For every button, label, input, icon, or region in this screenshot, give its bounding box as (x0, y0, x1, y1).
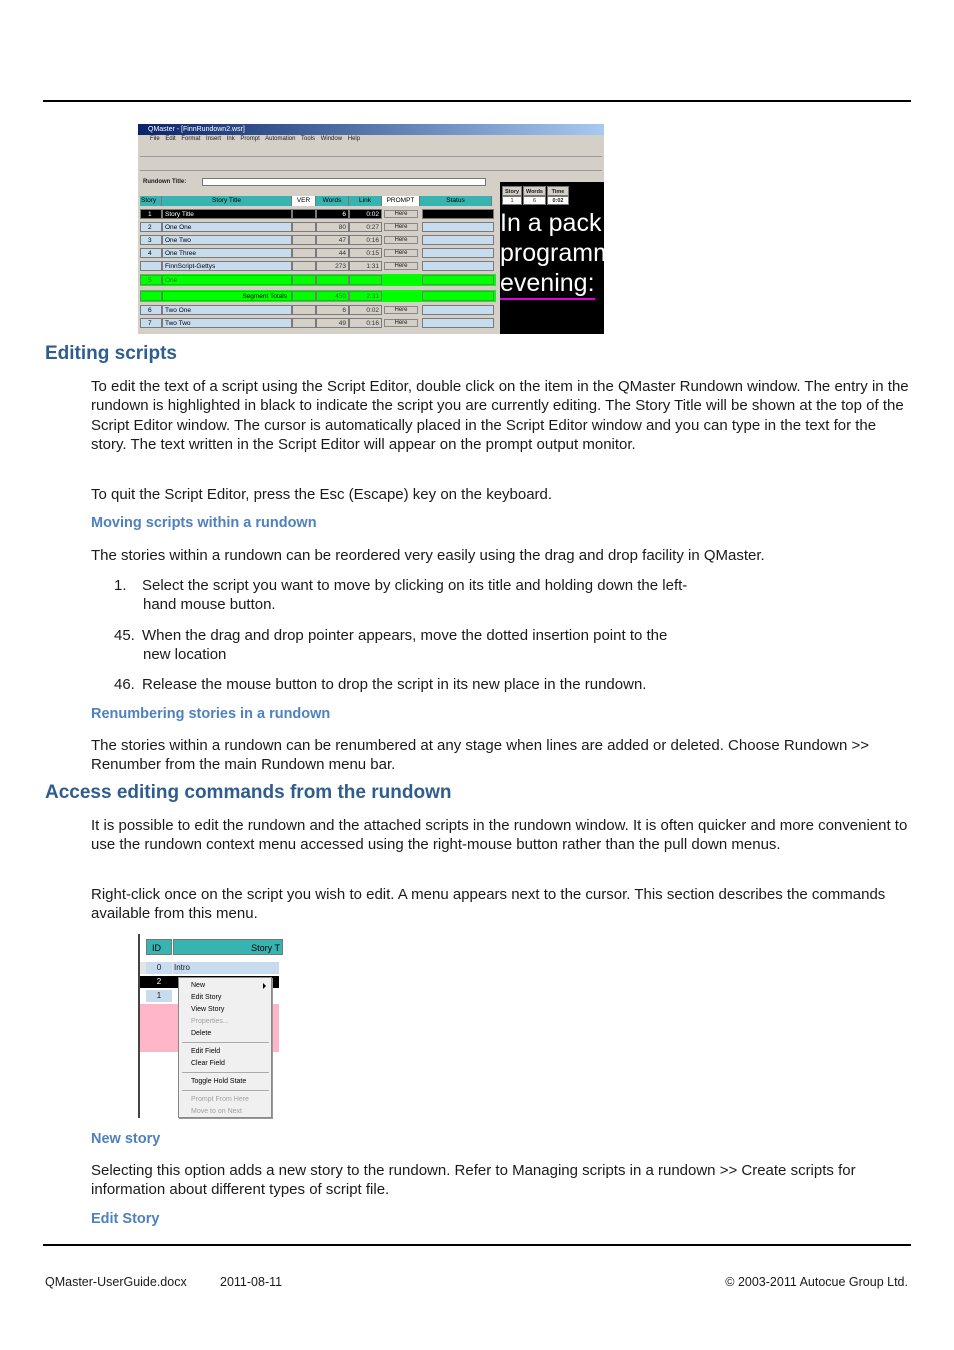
list-item (114, 576, 774, 615)
preview-value-time: 0:02 (547, 196, 569, 205)
menu-item-toggle-hold[interactable]: Toggle Hold State (191, 1078, 247, 1085)
menu-ink[interactable]: Ink (226, 136, 235, 142)
row-id: 2 (156, 977, 162, 986)
story-title: Two Two (162, 318, 292, 328)
ver-cell (292, 248, 316, 258)
ver-cell (292, 222, 316, 232)
menu-format[interactable]: Format (181, 136, 201, 142)
table-row[interactable] (140, 317, 496, 329)
words-cell: 44 (316, 248, 349, 258)
prompt-here-button[interactable]: Here (384, 210, 418, 218)
ver-cell (292, 275, 316, 285)
link-cell: 0:27 (349, 222, 382, 232)
menu-item-clear-field[interactable]: Clear Field (191, 1060, 225, 1067)
ver-cell (292, 305, 316, 315)
col-story-title[interactable]: Story T (173, 939, 283, 955)
preview-line-1: In a pack (500, 209, 602, 237)
ver-cell (292, 209, 316, 219)
menu-item-properties[interactable]: Properties... (191, 1018, 229, 1025)
list-item (114, 626, 774, 665)
list-number: 1. (114, 577, 127, 594)
status-cell (422, 318, 494, 328)
status-cell (422, 222, 494, 232)
words-cell: 47 (316, 235, 349, 245)
footer-copyright: © 2003-2011 Autocue Group Ltd. (725, 1275, 908, 1289)
link-cell: 0:02 (349, 305, 382, 315)
window-title: QMaster - [FinnRundown2.wsr] (148, 126, 245, 133)
status-cell (422, 305, 494, 315)
footer-date: 2011-08-11 (220, 1275, 283, 1289)
table-row[interactable] (140, 290, 496, 302)
status-cell (422, 275, 494, 285)
list-text-continued: hand mouse button. (143, 596, 276, 614)
col-status[interactable]: Status (420, 196, 492, 206)
para-renumber: The stories within a rundown can be renumbered at any stage when lines are added or deleted. Choose Rundown >> Renumber from the main Rundown menu bar. (91, 737, 869, 774)
story-number: 3 (140, 235, 162, 245)
list-number: 45. (114, 627, 135, 644)
context-menu-screenshot (138, 934, 280, 1118)
menu-file[interactable]: File (150, 136, 160, 142)
link-cell: 0:16 (349, 318, 382, 328)
subheading-edit-story: Edit Story (91, 1211, 160, 1227)
menu-separator (182, 1042, 269, 1043)
col-story-title[interactable]: Story Title (162, 196, 292, 206)
table-row[interactable] (140, 247, 496, 259)
toolbar-2 (140, 159, 602, 171)
subheading-moving-scripts: Moving scripts within a rundown (91, 515, 317, 531)
story-number: 6 (140, 305, 162, 315)
link-cell: 2:31 (349, 291, 382, 301)
row-title: Intro (173, 962, 279, 974)
rundown-title-bar (140, 176, 496, 188)
words-cell: 273 (316, 261, 349, 271)
story-title: Segment Totals (162, 291, 292, 301)
rundown-title-input[interactable] (202, 178, 486, 186)
menu-tools[interactable]: Tools (301, 136, 316, 142)
link-cell: 0:02 (349, 209, 382, 219)
para-right-click: Right-click once on the script you wish to edit. A menu appears next to the cursor. This section describes the commands available from this menu. (91, 886, 886, 923)
words-cell: 6 (316, 305, 349, 315)
story-title: One (162, 275, 292, 285)
story-number: 5 (140, 275, 162, 285)
ver-cell (292, 291, 316, 301)
col-ver[interactable]: VER (292, 196, 316, 206)
menu-item-view-story[interactable]: View Story (191, 1006, 225, 1013)
list-text: Release the mouse button to drop the script in its new place in the rundown. (142, 676, 647, 693)
menu-item-prompt-from-here[interactable]: Prompt From Here (191, 1096, 249, 1103)
table-row[interactable] (140, 234, 496, 246)
menu-separator (182, 1072, 269, 1073)
ver-cell (292, 318, 316, 328)
para-reorder: The stories within a rundown can be reordered very easily using the drag and drop facility in QMaster. (91, 547, 765, 564)
para-edit-rundown: It is possible to edit the rundown and the attached scripts in the rundown window. It is often quicker and more convenient to use the rundown context menu accessed using the right-mouse button rather than the pull down menus. (91, 817, 908, 854)
prompt-here-button[interactable]: Here (384, 306, 418, 314)
toolbar-1 (140, 145, 602, 157)
story-number: 1 (140, 209, 162, 219)
preview-line-2: programm (500, 239, 614, 267)
preview-header-time: Time (547, 186, 569, 196)
link-cell (349, 275, 382, 285)
subheading-renumbering: Renumbering stories in a rundown (91, 706, 331, 722)
menu-window[interactable]: Window (320, 136, 343, 142)
menu-edit[interactable]: Edit (165, 136, 176, 142)
words-cell: 80 (316, 222, 349, 232)
subheading-new-story: New story (91, 1131, 161, 1147)
footer-filename: QMaster-UserGuide.docx (45, 1275, 187, 1289)
table-row[interactable] (140, 962, 279, 974)
story-number (140, 291, 162, 301)
para-edit-script: To edit the text of a script using the Script Editor, double click on the item in the QMaster Rundown window. The entry in the rundown is highlighted in black to indicate the script you are currently editing. The Story Title will be shown at the top of the Script Editor window. The cursor is automatically placed in the Script Editor window and you can type in the text for the story. The text written in the Script Editor will appear on the prompt output monitor. (91, 378, 909, 454)
col-id[interactable]: ID (146, 939, 172, 955)
col-words[interactable]: Words (316, 196, 349, 206)
menu-help[interactable]: Help (347, 136, 361, 142)
preview-line-3: evening: (500, 268, 595, 300)
prompt-preview (500, 182, 614, 334)
footer-rule (43, 1244, 911, 1246)
story-title: FinnScript-Gettys (162, 261, 292, 271)
link-cell: 1:31 (349, 261, 382, 271)
preview-value-story: 1 (502, 196, 522, 205)
menu-item-move-to-on-next[interactable]: Move to on Next (191, 1108, 242, 1115)
story-title: One Three (162, 248, 292, 258)
prompt-here-button[interactable]: Here (384, 236, 418, 244)
list-number: 46. (114, 676, 135, 693)
prompt-here-button[interactable]: Here (384, 223, 418, 231)
prompt-here-button[interactable]: Here (384, 249, 418, 257)
words-cell: 49 (316, 318, 349, 328)
para-quit-editor: To quit the Script Editor, press the Esc (Escape) key on the keyboard. (91, 486, 553, 503)
ver-cell (292, 261, 316, 271)
menu-prompt[interactable]: Prompt (240, 136, 260, 142)
heading-editing-scripts: Editing scripts (45, 343, 177, 364)
link-cell: 0:15 (349, 248, 382, 258)
list-text-continued: new location (143, 646, 227, 664)
prompt-here-button[interactable]: Here (384, 319, 418, 327)
menu-insert[interactable]: Insert (206, 136, 222, 142)
context-menu (178, 977, 272, 1118)
para-new-story: Selecting this option adds a new story to the rundown. Refer to Managing scripts in a rundown >> Create scripts for information about different types of script file. (91, 1162, 856, 1199)
row-id: 1 (146, 990, 172, 1002)
col-story[interactable]: Story (140, 196, 162, 206)
qmaster-rundown-screenshot (138, 124, 614, 334)
list-text: Select the script you want to move by clicking on its title and holding down the left- (142, 577, 688, 594)
preview-header-words: Words (523, 186, 546, 196)
story-title: Story Title (162, 209, 292, 219)
menu-separator (182, 1090, 269, 1091)
story-number: 4 (140, 248, 162, 258)
status-cell (422, 209, 494, 219)
menu-automation[interactable]: Automation (265, 136, 296, 142)
col-link[interactable]: Link (349, 196, 382, 206)
submenu-arrow-icon (263, 983, 266, 989)
preview-header-story: Story (502, 186, 522, 196)
story-title: One One (162, 222, 292, 232)
story-number (140, 261, 162, 271)
words-cell: 6 (316, 209, 349, 219)
list-text: When the drag and drop pointer appears, move the dotted insertion point to the (142, 627, 668, 644)
preview-value-words: 6 (523, 196, 546, 205)
menu-item-delete[interactable]: Delete (191, 1030, 212, 1037)
story-number: 2 (140, 222, 162, 232)
col-prompt[interactable]: PROMPT (382, 196, 420, 206)
prompt-here-button[interactable]: Here (384, 262, 418, 270)
menu-item-new[interactable]: New (191, 982, 206, 989)
ver-cell (292, 235, 316, 245)
menu-item-edit-story[interactable]: Edit Story (191, 994, 222, 1001)
story-number: 7 (140, 318, 162, 328)
list-item (114, 675, 774, 694)
words-cell: 450 (316, 291, 349, 301)
window-title-bar (138, 124, 604, 135)
heading-access-editing: Access editing commands from the rundown (45, 782, 452, 803)
table-row[interactable] (140, 274, 496, 286)
menu-item-edit-field[interactable]: Edit Field (191, 1048, 221, 1055)
menu-bar (138, 135, 604, 144)
story-title: One Two (162, 235, 292, 245)
link-cell: 0:16 (349, 235, 382, 245)
status-cell (422, 291, 494, 301)
table-row[interactable] (140, 221, 496, 233)
rundown-title-label: Rundown Title: (143, 179, 187, 185)
story-title: Two One (162, 305, 292, 315)
status-cell (422, 235, 494, 245)
table-row[interactable] (140, 304, 496, 316)
words-cell (316, 275, 349, 285)
status-cell (422, 261, 494, 271)
row-id: 0 (146, 962, 172, 974)
header-rule (43, 100, 911, 102)
table-row[interactable] (140, 260, 496, 272)
table-row[interactable] (140, 208, 496, 220)
status-cell (422, 248, 494, 258)
